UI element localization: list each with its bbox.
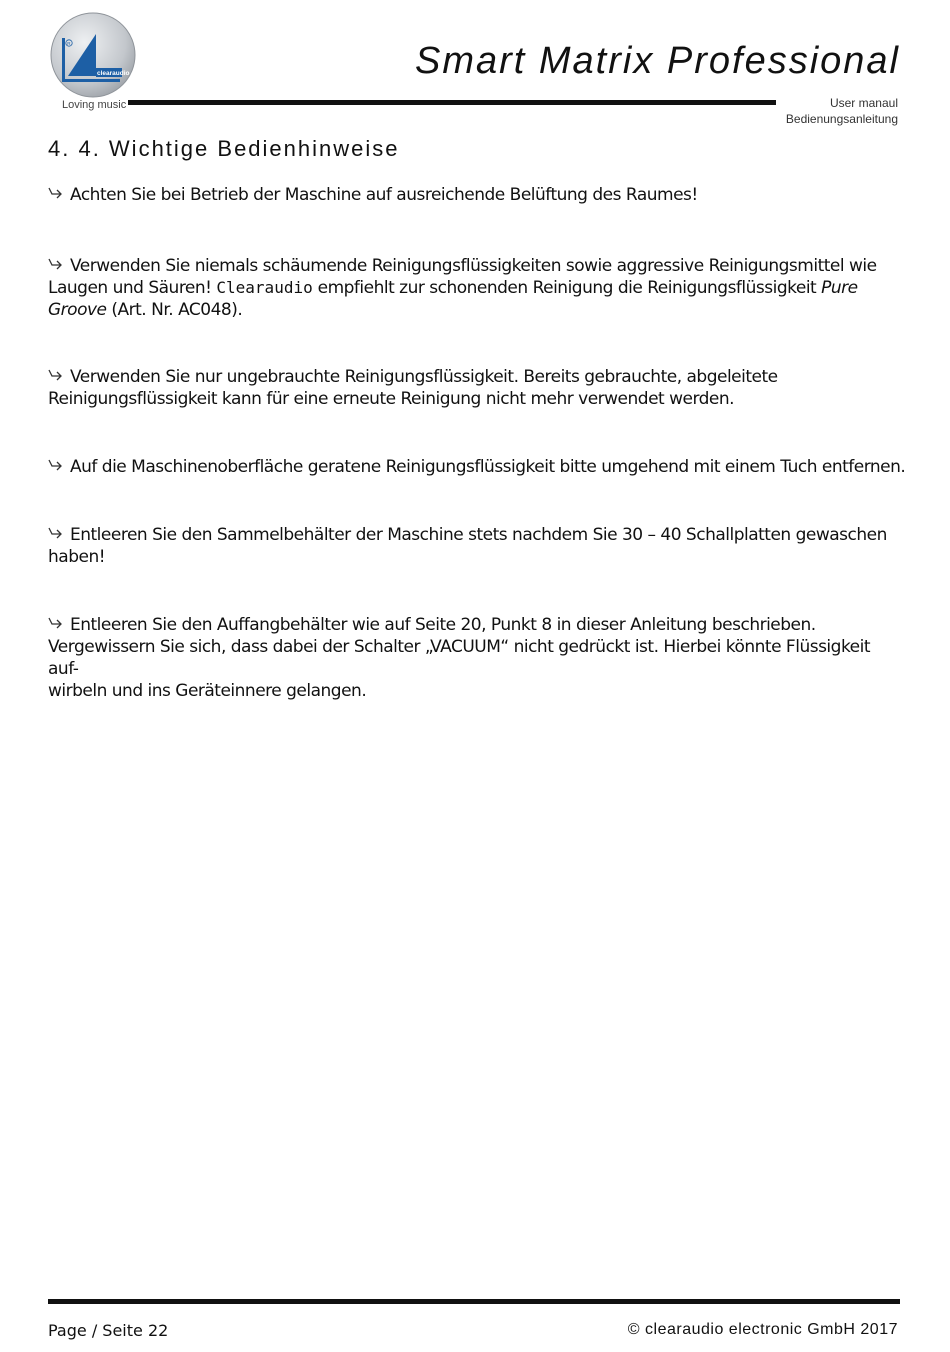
instruction-text: Vergewissern Sie sich, dass dabei der Schalter „VACUUM“ nicht gedrückt ist. Hierbei könnte Flüssigkeit auf- [48, 637, 871, 679]
instruction-text: Auf die Maschinenoberfläche geratene Reinigungsflüssigkeit bitte umgehend mit einem Tuch entfernen. [70, 457, 906, 477]
svg-text:R: R [67, 41, 71, 46]
section-heading: 4. 4. Wichtige Bedienhinweise [48, 136, 400, 161]
instruction-text: Verwenden Sie nur ungebrauchte Reinigungsflüssigkeit. Bereits gebrauchte, abgeleitete [70, 367, 778, 387]
subtitle-english: User manaul [829, 96, 898, 110]
instruction-text: Laugen und Säuren! [48, 278, 217, 298]
instruction-text: Achten Sie bei Betrieb der Maschine auf ausreichende Belüftung des Raumes! [70, 185, 698, 205]
instruction-text: empfiehlt zur schonenden Reinigung die Reinigungsflüssigkeit [312, 278, 822, 298]
arrow-bullet-icon [48, 258, 64, 272]
instruction-text: Reinigungsflüssigkeit kann für eine erneute Reinigung nicht mehr verwendet werden. [48, 389, 735, 409]
instruction-text: Entleeren Sie den Sammelbehälter der Maschine stets nachdem Sie 30 – 40 Schallplatten gewaschen [70, 525, 887, 545]
instruction-text: wirbeln und ins Geräteinnere gelangen. [48, 681, 367, 701]
arrow-bullet-icon [48, 459, 64, 473]
logo-tagline: Loving music [62, 99, 127, 111]
instruction-empty-collector [48, 524, 887, 568]
arrow-bullet-icon [48, 187, 64, 201]
footer-divider [48, 1299, 900, 1304]
article-number: (Art. Nr. AC048). [106, 300, 243, 320]
instruction-wipe-surface [48, 456, 905, 478]
instruction-cleaning-fluid [48, 255, 877, 321]
arrow-bullet-icon [48, 369, 64, 383]
instruction-empty-tray [48, 614, 898, 702]
logo-wordmark: clearaudio [97, 70, 130, 77]
instruction-unused-fluid [48, 366, 778, 410]
brand-name: Clearaudio [216, 278, 313, 297]
instruction-text: haben! [48, 547, 106, 567]
product-name: Pure [821, 278, 858, 298]
document-title: Smart Matrix Professional [414, 40, 900, 82]
subtitle-german: Bedienungsanleitung [785, 112, 898, 126]
instruction-text: Entleeren Sie den Auffangbehälter wie auf Seite 20, Punkt 8 in dieser Anleitung beschrieben. [70, 615, 816, 635]
manual-subtitle [786, 95, 898, 127]
instruction-ventilation [48, 184, 698, 206]
page-number: Page / Seite 22 [48, 1321, 169, 1340]
arrow-bullet-icon [48, 527, 64, 541]
instruction-text: Verwenden Sie niemals schäumende Reinigungsflüssigkeiten sowie aggressive Reinigungsmittel wie [70, 256, 877, 276]
product-name: Groove [48, 300, 107, 320]
header-divider [128, 100, 776, 105]
copyright-notice: © clearaudio electronic GmbH 2017 [627, 1321, 898, 1338]
clearaudio-logo-icon [50, 12, 136, 98]
arrow-bullet-icon [48, 617, 64, 631]
